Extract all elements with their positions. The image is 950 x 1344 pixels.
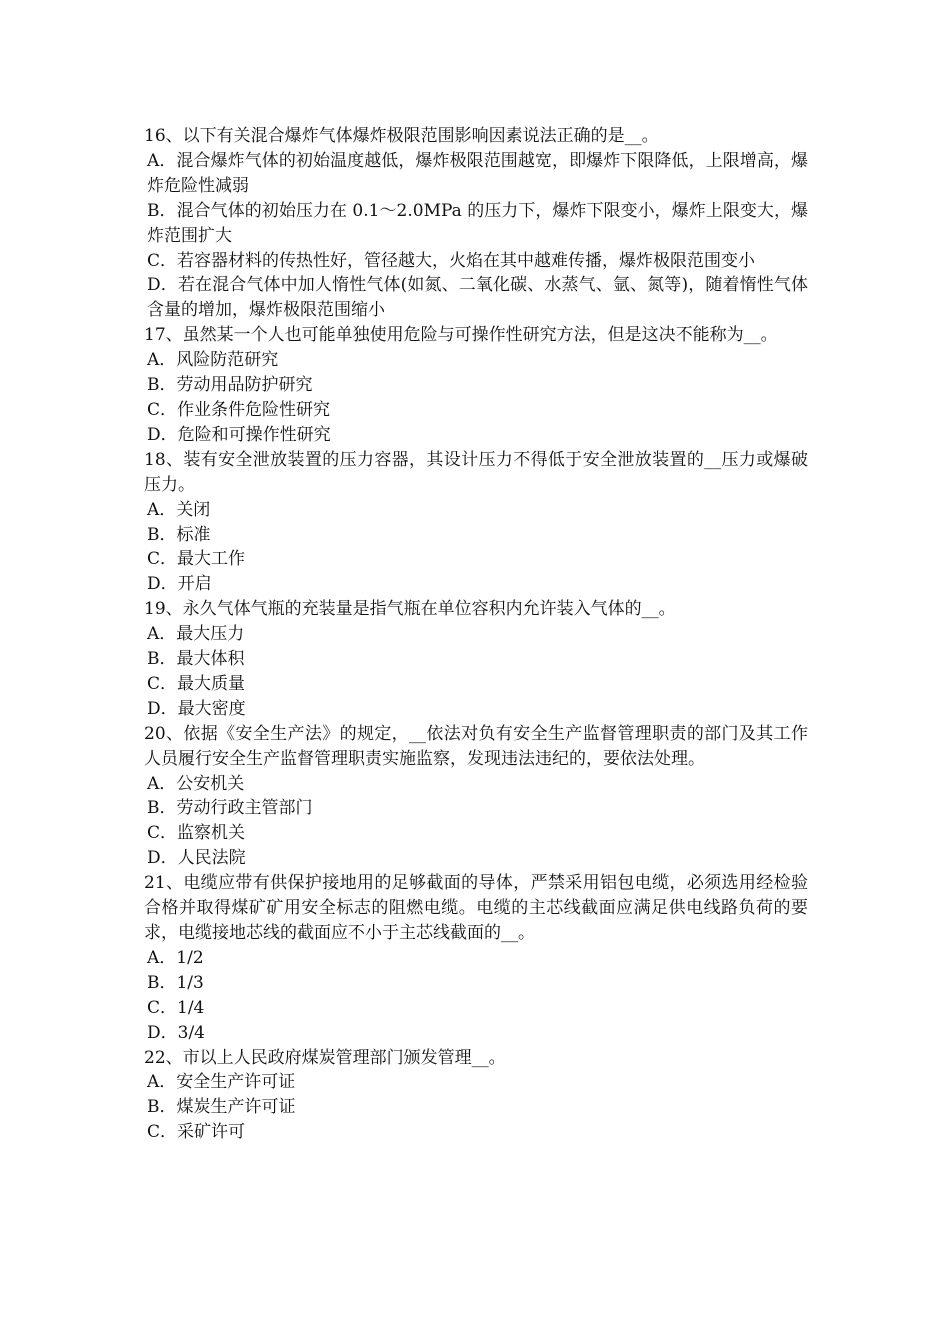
question-stem: 17、虽然某一个人也可能单独使用危险与可操作性研究方法，但是这决不能称为__。 (144, 325, 778, 346)
option-b: B．劳动行政主管部门 (147, 798, 313, 819)
option-d: D．若在混合气体中加人惰性气体(如氮、二氧化碳、水蒸气、氩、氮等)，随着惰性气体含量的增加，爆炸极限范围缩小 (147, 275, 808, 321)
option-d: D．人民法院 (147, 848, 246, 869)
option-b: B．1/3 (147, 972, 204, 993)
option-b: B．煤炭生产许可证 (147, 1097, 296, 1118)
option-b: B．劳动用品防护研究 (147, 375, 313, 396)
option-c: C．若容器材料的传热性好，管径越大，火焰在其中越难传播，爆炸极限范围变小 (147, 250, 756, 271)
question-20 (144, 722, 808, 871)
option-c: C．作业条件危险性研究 (147, 399, 331, 420)
option-d: D．最大密度 (147, 698, 246, 719)
question-stem: 21、电缆应带有供保护接地用的足够截面的导体，严禁采用铝包电缆，必须选用经检验合格并取得煤矿矿用安全标志的阻燃电缆。电缆的主芯线截面应满足供电线路负荷的要求，电缆接地芯线的截面应不小于主芯线截面的__。 (144, 873, 808, 943)
option-a: A．混合爆炸气体的初始温度越低，爆炸极限范围越宽，即爆炸下限降低，上限增高，爆炸危险性减弱 (147, 150, 808, 196)
question-17 (144, 323, 808, 448)
option-d: D．3/4 (147, 1022, 205, 1043)
option-c: C．监察机关 (147, 823, 246, 844)
option-c: C．采矿许可 (147, 1122, 246, 1143)
document-page (144, 124, 808, 1145)
question-16 (144, 124, 808, 323)
question-stem: 19、永久气体气瓶的充装量是指气瓶在单位容积内允许装入气体的__。 (144, 599, 676, 620)
option-a: A．公安机关 (147, 773, 245, 794)
option-b: B．标准 (147, 524, 211, 545)
option-c: C．1/4 (147, 997, 205, 1018)
question-21 (144, 871, 808, 1045)
question-stem: 16、以下有关混合爆炸气体爆炸极限范围影响因素说法正确的是__。 (144, 126, 659, 146)
question-stem: 18、装有安全泄放装置的压力容器，其设计压力不得低于安全泄放装置的__压力或爆破压力。 (144, 449, 808, 495)
question-18 (144, 448, 808, 597)
option-b: B．最大体积 (147, 649, 245, 670)
option-a: A．风险防范研究 (147, 350, 279, 371)
option-d: D．开启 (147, 574, 212, 595)
option-b: B．混合气体的初始压力在 0.1～2.0MPa 的压力下，爆炸下限变小，爆炸上限变大，爆炸范围扩大 (147, 200, 808, 246)
option-a: A．安全生产许可证 (147, 1072, 296, 1093)
question-19 (144, 597, 808, 722)
option-a: A．最大压力 (147, 624, 245, 645)
option-a: A．1/2 (147, 947, 204, 968)
question-stem: 22、市以上人民政府煤炭管理部门颁发管理__。 (144, 1047, 506, 1068)
question-22 (144, 1046, 808, 1146)
option-c: C．最大质量 (147, 673, 246, 694)
option-a: A．关闭 (147, 499, 211, 520)
option-c: C．最大工作 (147, 549, 246, 570)
question-stem: 20、依据《安全生产法》的规定，__依法对负有安全生产监督管理职责的部门及其工作人员履行安全生产监督管理职责实施监察，发现违法违纪的，要依法处理。 (144, 723, 808, 769)
option-d: D．危险和可操作性研究 (147, 424, 331, 445)
